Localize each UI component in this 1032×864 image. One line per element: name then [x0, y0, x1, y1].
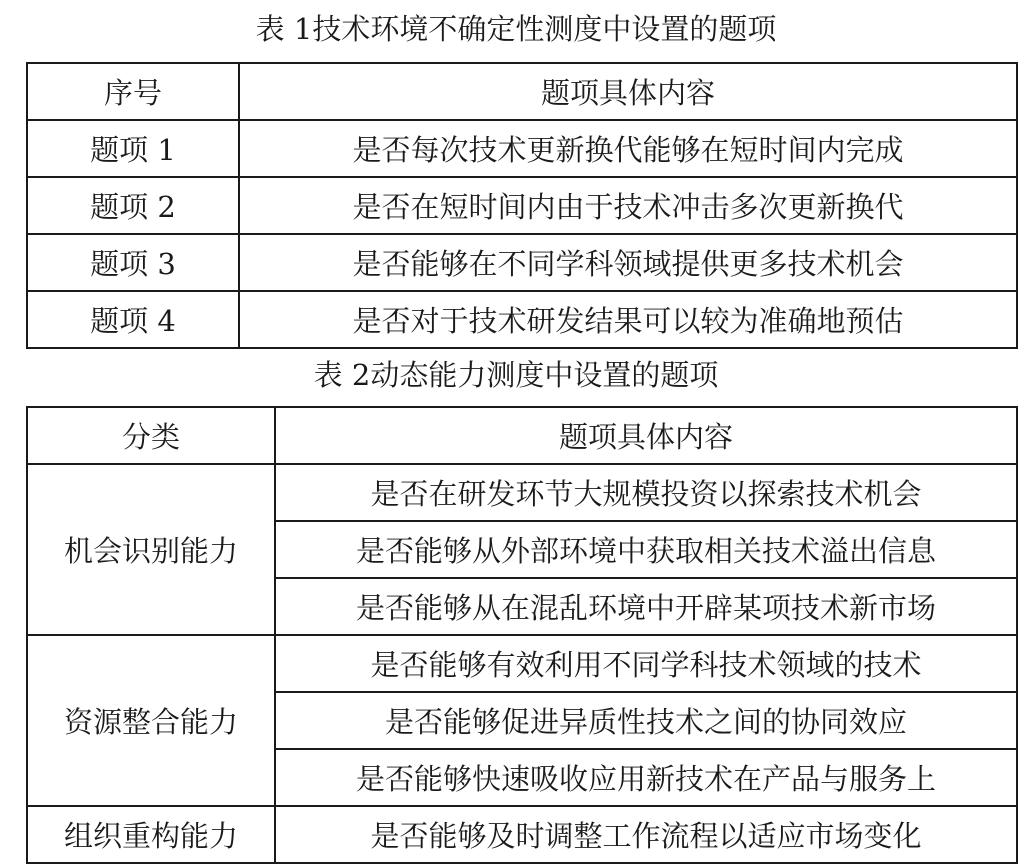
item-content: 是否能够在不同学科领域提供更多技术机会	[239, 234, 1017, 291]
category-cell: 资源整合能力	[27, 635, 275, 806]
table1-header-number: 序号	[27, 63, 239, 120]
table2-header-content: 题项具体内容	[275, 407, 1017, 464]
item-label: 题项 1	[27, 120, 239, 177]
table-row	[27, 177, 1017, 234]
item-content: 是否能够从外部环境中获取相关技术溢出信息	[275, 521, 1017, 578]
item-content: 是否能够有效利用不同学科技术领域的技术	[275, 635, 1017, 692]
item-content: 是否能够快速吸收应用新技术在产品与服务上	[275, 749, 1017, 806]
table-row	[27, 806, 1017, 863]
item-content: 是否对于技术研发结果可以较为准确地预估	[239, 291, 1017, 348]
table1-header-content: 题项具体内容	[239, 63, 1017, 120]
item-label: 题项 2	[27, 177, 239, 234]
table-row	[27, 291, 1017, 348]
table1-header-row	[27, 63, 1017, 120]
item-content: 是否在短时间内由于技术冲击多次更新换代	[239, 177, 1017, 234]
table-row	[27, 234, 1017, 291]
item-content: 是否每次技术更新换代能够在短时间内完成	[239, 120, 1017, 177]
table-row	[27, 464, 1017, 521]
table2-header-category: 分类	[27, 407, 275, 464]
table1-caption: 表 1技术环境不确定性测度中设置的题项	[255, 12, 777, 46]
item-label: 题项 3	[27, 234, 239, 291]
item-content: 是否在研发环节大规模投资以探索技术机会	[275, 464, 1017, 521]
item-content: 是否能够及时调整工作流程以适应市场变化	[275, 806, 1017, 863]
table-row	[27, 635, 1017, 692]
category-cell: 组织重构能力	[27, 806, 275, 863]
table2-caption: 表 2动态能力测度中设置的题项	[313, 358, 719, 392]
table2	[26, 406, 1018, 864]
table2-header-row	[27, 407, 1017, 464]
item-content: 是否能够从在混乱环境中开辟某项技术新市场	[275, 578, 1017, 635]
table-row	[27, 120, 1017, 177]
item-label: 题项 4	[27, 291, 239, 348]
table1	[26, 62, 1018, 349]
category-cell: 机会识别能力	[27, 464, 275, 635]
item-content: 是否能够促进异质性技术之间的协同效应	[275, 692, 1017, 749]
